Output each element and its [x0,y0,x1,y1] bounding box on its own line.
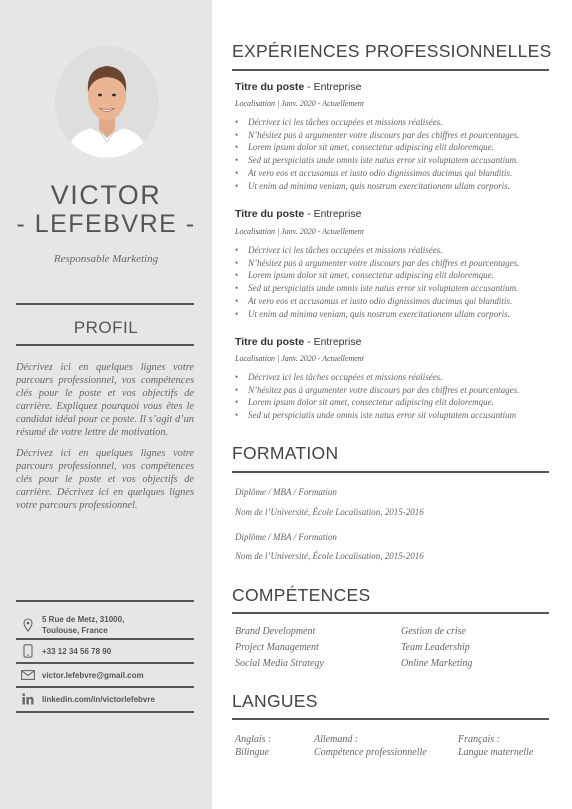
profile-paragraph: Décrivez ici en quelques lignes votre parcours professionnel, vos compétences clés pour le poste et vos objectifs de carrière. Expliquez pourquoi vous êtes le candidat idéal pour ce poste. Il s’agit d’un résumé de votre lettre de motivation. [16,362,194,438]
school-info: Nom de l’Université, École Localisation, 2015-2016 [235,551,424,561]
skill-item: Social Media Strategy [235,658,324,669]
sidebar-divider [16,600,194,602]
phone-number: +33 12 34 56 78 90 [42,646,112,656]
location-pin-icon [19,616,37,634]
formation-heading: FORMATION [232,443,339,463]
sidebar-divider [16,303,194,305]
candidate-name [0,180,212,238]
sidebar-divider [16,686,194,688]
experience-meta: Localisation | Janv. 2020 - Actuellement [235,354,364,363]
position-title: Titre du poste [235,336,305,348]
degree-title: Diplôme / MBA / Formation [235,487,337,497]
experience-job-title [235,336,361,348]
task-item: • Ut enim ad minima veniam, quis nostrum exercitationem ullam corporis. [235,308,519,321]
sidebar-divider [16,711,194,713]
company-name: - Entreprise [304,336,362,348]
task-item: • Décrivez ici les tâches occupées et missions réalisées. [235,371,519,384]
address-line: Toulouse, France [42,626,108,635]
experience-job-title [235,208,361,220]
email-address: victor.lefebvre@gmail.com [42,670,144,680]
phone-icon [19,642,37,660]
languages-heading: LANGUES [232,691,318,711]
profile-photo [55,46,159,158]
company-name: - Entreprise [304,81,362,93]
experience-meta: Localisation | Janv. 2020 - Actuellement [235,99,364,108]
experience-tasks [235,244,519,320]
experience-job-title [235,81,361,93]
skills-heading: COMPÉTENCES [232,585,371,605]
contact-address [16,614,194,636]
task-item: • N’hésitez pas à argumenter votre discours par des chiffres et pourcentages. [235,129,519,142]
language-name: Anglais : [235,734,272,745]
language-name: Allemand : [314,734,359,745]
job-title: Responsable Marketing [53,253,159,265]
experience-heading: EXPÉRIENCES PROFESSIONNELLES [232,41,552,61]
skill-item: Gestion de crise [401,626,466,637]
position-title: Titre du poste [235,208,305,220]
sidebar-divider [16,638,194,640]
sidebar-divider [16,344,194,346]
language-level: Compétence professionnelle [314,747,427,758]
school-info: Nom de l’Université, École Localisation, 2015-2016 [235,507,424,517]
first-name: VICTOR [50,180,162,210]
section-divider [232,69,549,71]
task-item: • Décrivez ici les tâches occupées et missions réalisées. [235,244,519,257]
task-item: • At vero eos et accusamus et iusto odio dignissimos ducimus qui blanditis. [235,167,519,180]
envelope-icon [19,666,37,684]
experience-meta: Localisation | Janv. 2020 - Actuellement [235,227,364,236]
experience-tasks [235,116,519,192]
experience-tasks [235,371,519,422]
skill-item: Project Management [235,642,319,653]
linkedin-url: linkedin.com/in/victorlefebvre [42,694,155,704]
task-item: • N’hésitez pas à argumenter votre discours par des chiffres et pourcentages. [235,257,519,270]
sidebar-divider [16,662,194,664]
linkedin-icon [19,690,37,708]
section-divider [232,471,549,473]
section-divider [232,718,549,720]
task-item: • Sed ut perspiciatis unde omnis iste natus error sit voluptatem accusantium [235,409,519,422]
contact-email [16,666,194,684]
task-item: • Sed ut perspiciatis unde omnis iste natus error sit voluptatem accusantium. [235,154,519,167]
task-item: • Lorem ipsum dolor sit amet, consectetur adipiscing elit doloremque. [235,396,519,409]
contact-phone [16,642,194,660]
profile-paragraph: Décrivez ici en quelques lignes votre parcours professionnel, vos compétences clés pour le poste et vos objectifs de carrière. Décrivez ici en quelques lignes votre parcours professionnel. [16,448,194,511]
task-item: • At vero eos et accusamus et iusto odio dignissimos ducimus qui blanditis. [235,295,519,308]
task-item: • Lorem ipsum dolor sit amet, consectetur adipiscing elit doloremque. [235,141,519,154]
last-name: - LEFEBVRE - [16,210,196,238]
task-item: • Sed ut perspiciatis unde omnis iste natus error sit voluptatem accusantium. [235,282,519,295]
address-line: 5 Rue de Metz, 31000, [42,615,125,624]
skill-item: Brand Development [235,626,316,637]
skill-item: Online Marketing [401,658,473,669]
section-divider [232,612,549,614]
position-title: Titre du poste [235,81,305,93]
company-name: - Entreprise [304,208,362,220]
task-item: • Lorem ipsum dolor sit amet, consectetur adipiscing elit doloremque. [235,269,519,282]
task-item: • N’hésitez pas à argumenter votre discours par des chiffres et pourcentages. [235,384,519,397]
language-level: Bilingue [235,747,269,758]
language-name: Français : [458,734,500,745]
contact-linkedin [16,690,194,708]
task-item: • Ut enim ad minima veniam, quis nostrum exercitationem ullam corporis. [235,180,519,193]
degree-title: Diplôme / MBA / Formation [235,532,337,542]
task-item: • Décrivez ici les tâches occupées et missions réalisées. [235,116,519,129]
skill-item: Team Leadership [401,642,470,653]
language-level: Langue maternelle [458,747,534,758]
profile-heading: PROFIL [73,318,139,337]
